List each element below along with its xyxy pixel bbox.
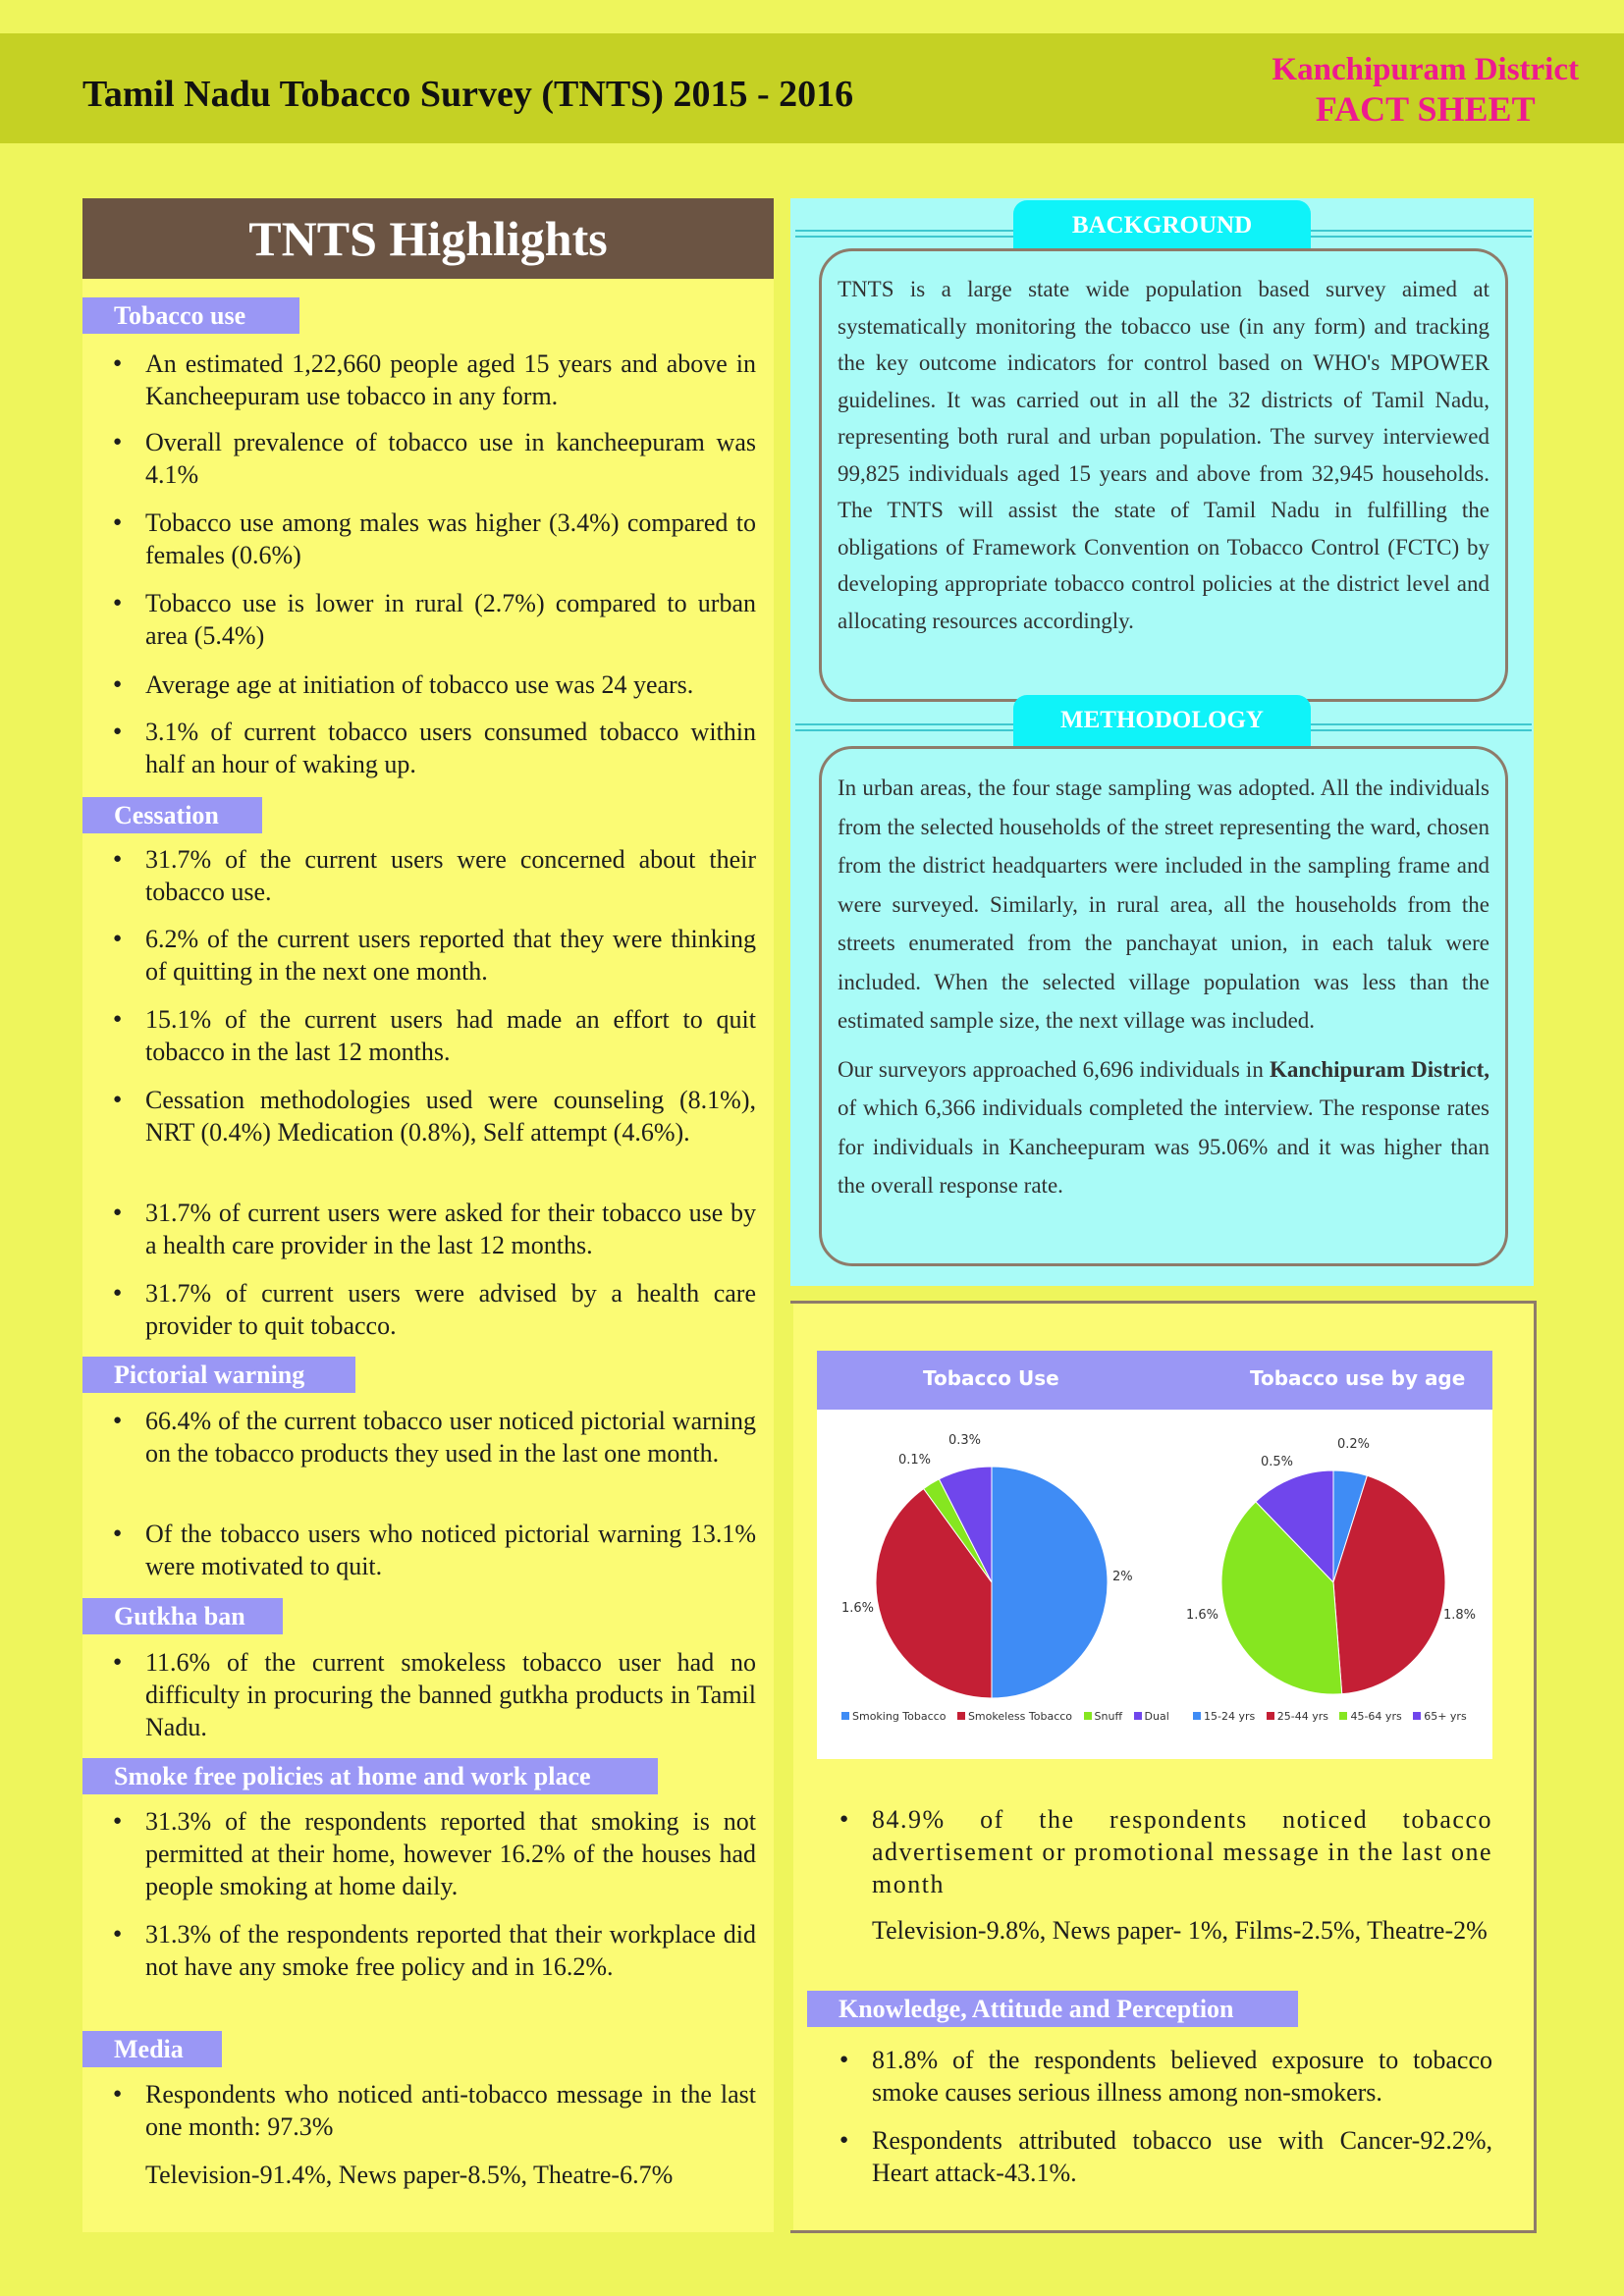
legend-swatch: [1193, 1712, 1201, 1720]
pie-charts: [817, 1351, 1492, 1759]
data-label: 1.6%: [841, 1601, 875, 1616]
survey-title: Tamil Nadu Tobacco Survey (TNTS) 2015 - 2016: [82, 74, 854, 115]
legend-item: [1413, 1710, 1466, 1723]
legend-label: 15-24 yrs: [1204, 1710, 1256, 1723]
data-label: 0.3%: [948, 1433, 982, 1448]
data-label: 0.2%: [1337, 1437, 1371, 1452]
background-box: [819, 248, 1508, 702]
response-text-part: of which 6,366 individuals completed the interview. The response rates for individuals in Kancheepuram was 95.06% and it was higher than the overall response rate.: [838, 1095, 1489, 1198]
ads-breakdown: Television-9.8%, News paper- 1%, Films-2.5%, Theatre-2%: [872, 1916, 1488, 1945]
list-item: ● Tobacco use is lower in rural (2.7%) compared to urban area (5.4%): [145, 587, 756, 652]
pie-slice-smoking-tobacco: [992, 1467, 1108, 1698]
chart-title-tobacco-use: Tobacco Use: [923, 1366, 1059, 1390]
data-label: 0.1%: [898, 1453, 932, 1468]
list-item: ● Respondents attributed tobacco use with Cancer-92.2%, Heart attack-43.1%.: [872, 2124, 1492, 2189]
legend-label: Snuff: [1094, 1710, 1123, 1723]
section-cessation: Cessation: [82, 797, 262, 833]
data-label: 1.8%: [1443, 1608, 1477, 1623]
list-item: ● 66.4% of the current tobacco user noticed pictorial warning on the tobacco products they used in the last one month.: [145, 1405, 756, 1469]
chart-title-by-age: Tobacco use by age: [1250, 1366, 1466, 1390]
legend-swatch: [1134, 1712, 1142, 1720]
section-kap: Knowledge, Attitude and Perception: [807, 1991, 1298, 2027]
header-bar: [0, 33, 1624, 143]
list-item: ● Of the tobacco users who noticed pictorial warning 13.1% were motivated to quit.: [145, 1518, 756, 1582]
background-tab: BACKGROUND: [1013, 200, 1311, 251]
methodology-tab: METHODOLOGY: [1013, 695, 1311, 746]
legend-tobacco-use: [841, 1710, 1177, 1723]
methodology-response-text: [838, 1050, 1489, 1205]
district-name: Kanchipuram District: [1272, 52, 1579, 87]
list-item: ● An estimated 1,22,660 people aged 15 years and above in Kancheepuram use tobacco in any form.: [145, 347, 756, 412]
legend-item: [1134, 1710, 1169, 1723]
list-item: ● Cessation methodologies used were counseling (8.1%), NRT (0.4%) Medication (0.8%), Self attempt (4.6%).: [145, 1084, 756, 1148]
list-item: ● 6.2% of the current users reported that they were thinking of quitting in the next one month.: [145, 923, 756, 988]
section-tobacco-use: Tobacco use: [82, 297, 299, 334]
fact-sheet-label: FACT SHEET: [1315, 89, 1536, 129]
list-item: ● 11.6% of the current smokeless tobacco user had no difficulty in procuring the banned gutkha products in Tamil Nadu.: [145, 1646, 756, 1743]
list-item: ● Average age at initiation of tobacco use was 24 years.: [145, 668, 756, 701]
charts-box: [817, 1351, 1492, 1759]
highlights-banner: TNTS Highlights: [82, 198, 774, 279]
highlights-panel: [82, 198, 774, 2232]
data-label: 1.6%: [1186, 1608, 1219, 1623]
list-item: ● Respondents who noticed anti-tobacco message in the last one month: 97.3%: [145, 2078, 756, 2143]
methodology-text: In urban areas, the four stage sampling was adopted. All the individuals from the selected households of the street representing the ward, chosen from the district headquarters were included in the sampling frame and were surveyed. Similarly, in rural area, all the households from the streets enumerated from the panchayat union, in each taluk were included. When the selected village population was less than the estimated sample size, the next village was included.: [838, 775, 1489, 1033]
legend-item: [1084, 1710, 1123, 1723]
media-breakdown: Television-91.4%, News paper-8.5%, Theatre-6.7%: [145, 2161, 674, 2189]
response-text-part: Our surveyors approached 6,696 individuals in: [838, 1056, 1270, 1082]
legend-swatch: [1339, 1712, 1347, 1720]
pie-tobacco-use-by-age: [1221, 1470, 1445, 1694]
list-item: ● 31.3% of the respondents reported that smoking is not permitted at their home, however 16.2% of the houses had people smoking at home daily.: [145, 1805, 756, 1902]
legend-item: [841, 1710, 946, 1723]
legend-label: Smoking Tobacco: [852, 1710, 947, 1723]
list-item: ● 81.8% of the respondents believed exposure to tobacco smoke causes serious illness among non-smokers.: [872, 2044, 1492, 2109]
section-pictorial-warning: Pictorial warning: [82, 1357, 355, 1393]
frame-line: [790, 1301, 1537, 1304]
list-item: ● Overall prevalence of tobacco use in kancheepuram was 4.1%: [145, 426, 756, 491]
legend-label: 65+ yrs: [1424, 1710, 1467, 1723]
legend-label: 25-44 yrs: [1276, 1710, 1328, 1723]
legend-by-age: [1193, 1710, 1475, 1723]
frame-line: [1534, 1303, 1537, 2233]
list-item: ● 31.7% of the current users were concerned about their tobacco use.: [145, 843, 756, 908]
pie-tobacco-use: [876, 1467, 1108, 1698]
list-item: ● 15.1% of the current users had made an effort to quit tobacco in the last 12 months.: [145, 1003, 756, 1068]
legend-swatch: [1267, 1712, 1274, 1720]
district-bold: Kanchipuram District,: [1269, 1056, 1489, 1082]
list-item: ● 31.3% of the respondents reported that their workplace did not have any smoke free policy and in 16.2%.: [145, 1918, 756, 1983]
list-item: ● 31.7% of current users were asked for their tobacco use by a health care provider in the last 12 months.: [145, 1197, 756, 1261]
legend-swatch: [841, 1712, 849, 1720]
list-item: ● 3.1% of current tobacco users consumed tobacco within half an hour of waking up.: [145, 716, 756, 780]
methodology-box: [819, 746, 1508, 1266]
legend-item: [1339, 1710, 1401, 1723]
section-media: Media: [82, 2031, 222, 2067]
background-text: TNTS is a large state wide population based survey aimed at systematically monitoring the tobacco use (in any form) and tracking the key outcome indicators for control based on WHO's MPOWER guidelines. It was carried out in all the 32 districts of Tamil Nadu, representing both rural and urban population. The survey interviewed 99,825 individuals aged 15 years and above from 32,945 households. The TNTS will assist the state of Tamil Nadu in fulfilling the obligations of Framework Convention on Tobacco Control (FCTC) by developing appropriate tobacco control policies at the district level and allocating resources accordingly.: [838, 277, 1489, 633]
legend-label: 45-64 yrs: [1350, 1710, 1402, 1723]
legend-swatch: [957, 1712, 965, 1720]
data-label: 2%: [1112, 1570, 1133, 1584]
frame-line: [790, 2230, 1537, 2233]
section-smoke-free: Smoke free policies at home and work place: [82, 1758, 658, 1794]
legend-label: Dual: [1144, 1710, 1169, 1723]
section-gutkha-ban: Gutkha ban: [82, 1598, 283, 1634]
list-item: ● Tobacco use among males was higher (3.4%) compared to females (0.6%): [145, 507, 756, 571]
legend-label: Smokeless Tobacco: [967, 1710, 1073, 1723]
data-label: 0.5%: [1261, 1455, 1294, 1469]
legend-swatch: [1413, 1712, 1421, 1720]
legend-item: [1267, 1710, 1328, 1723]
legend-swatch: [1084, 1712, 1092, 1720]
list-item: ● 84.9% of the respondents noticed tobacco advertisement or promotional message in the last one month: [872, 1803, 1492, 1900]
district-label: [1272, 51, 1579, 130]
legend-item: [957, 1710, 1072, 1723]
legend-item: [1193, 1710, 1255, 1723]
list-item: ● 31.7% of current users were advised by a health care provider to quit tobacco.: [145, 1277, 756, 1342]
